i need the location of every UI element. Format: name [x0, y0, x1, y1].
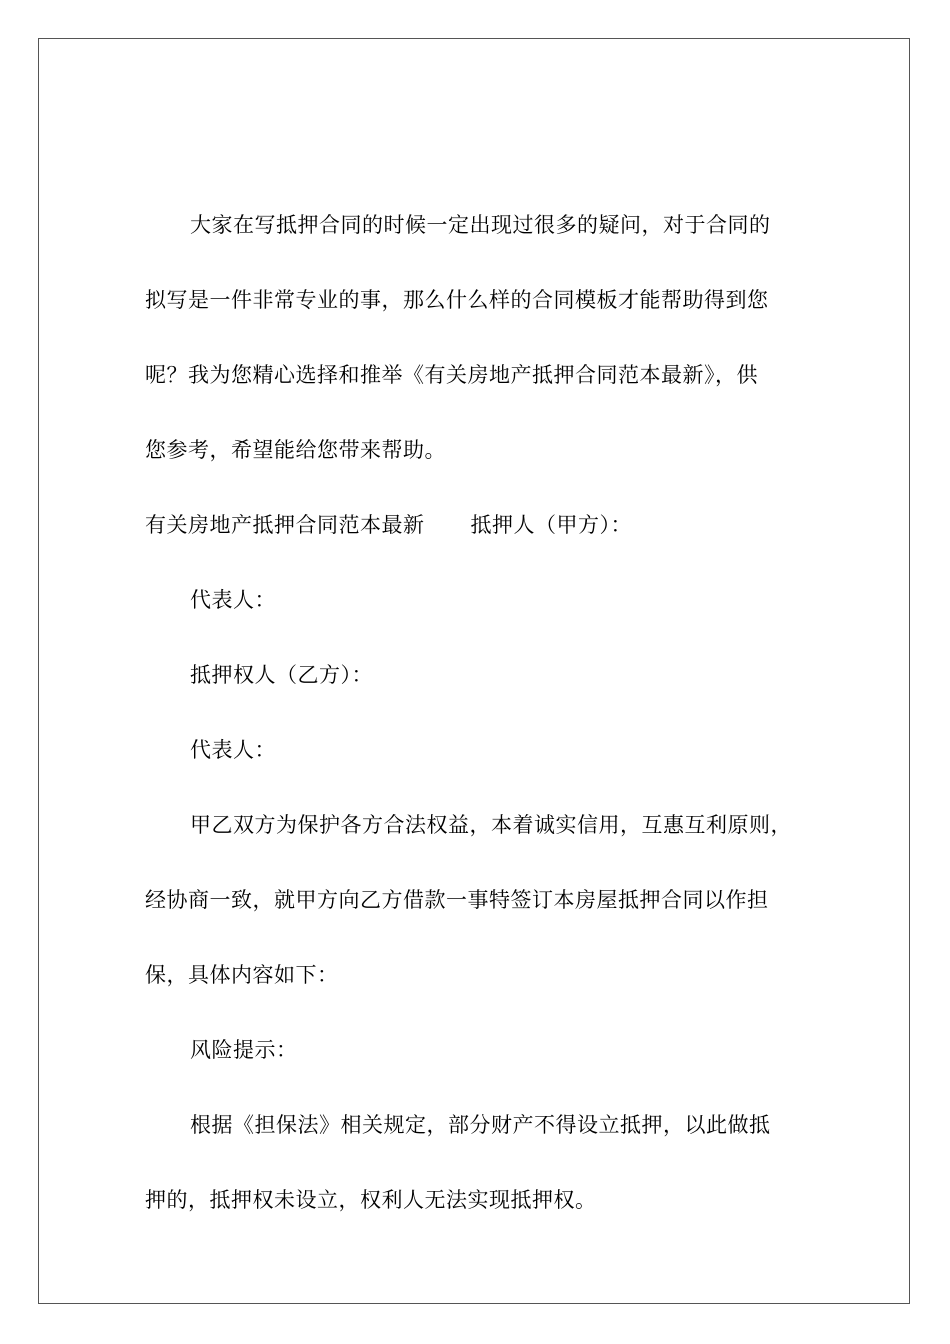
title-row	[145, 512, 632, 538]
risk-line-1: 根据《担保法》相关规定，部分财产不得设立抵押，以此做抵	[190, 1113, 771, 1137]
intro-line-3: 呢？我为您精心选择和推举《有关房地产抵押合同范本最新》，供	[145, 363, 758, 387]
party-a-label: 抵押人（甲方）：	[470, 513, 632, 537]
intro-line-4: 您参考，希望能给您带来帮助。	[145, 438, 446, 462]
risk-line-2: 押的，抵押权未设立，权利人无法实现抵押权。	[145, 1188, 597, 1212]
document-title: 有关房地产抵押合同范本最新	[145, 513, 425, 537]
party-b-label: 抵押权人（乙方）：	[190, 663, 373, 687]
intro-line-1: 大家在写抵押合同的时候一定出现过很多的疑问，对于合同的	[190, 213, 771, 237]
risk-heading: 风险提示：	[190, 1038, 298, 1062]
rep-b-label: 代表人：	[190, 738, 276, 762]
intro-line-2: 拟写是一件非常专业的事，那么什么样的合同模板才能帮助得到您	[145, 288, 769, 312]
agreement-line-3: 保，具体内容如下：	[145, 963, 339, 987]
agreement-line-1: 甲乙双方为保护各方合法权益，本着诚实信用，互惠互利原则，	[190, 813, 792, 837]
agreement-line-2: 经协商一致，就甲方向乙方借款一事特签订本房屋抵押合同以作担	[145, 888, 769, 912]
rep-a-label: 代表人：	[190, 588, 276, 612]
